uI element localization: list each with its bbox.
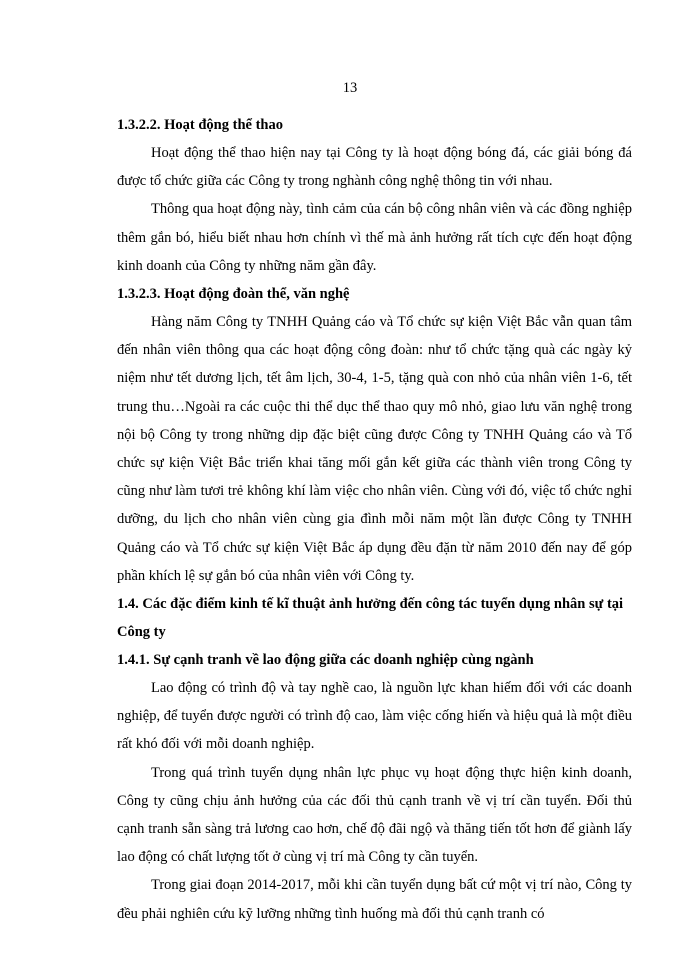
- paragraph: Thông qua hoạt động này, tình cảm của cán bộ công nhân viên và các đồng nghiệp thêm gắn bó, hiểu biết nhau hơn chính vì thế mà ảnh hưởng rất tích cực đến hoạt động kinh doanh của Công ty những năm gần đây.: [117, 201, 632, 274]
- heading-sports: 1.3.2.2. Hoạt động thể thao: [117, 117, 283, 133]
- page-content: [117, 111, 632, 928]
- paragraph: Trong quá trình tuyển dụng nhân lực phục vụ hoạt động thực hiện kinh doanh, Công ty cũng chịu ảnh hưởng của các đối thủ cạnh tranh về vị trí cần tuyển. Đối thủ cạnh tranh sẵn sàng trả lương cao hơn, chế độ đãi ngộ và thăng tiến tốt hơn để giành lấy lao động có chất lượng tốt ở cùng vị trí mà Công ty cần tuyển.: [117, 764, 632, 866]
- paragraph: Hoạt động thể thao hiện nay tại Công ty là hoạt động bóng đá, các giải bóng đá được tổ chức giữa các Công ty trong nghành công nghệ thông tin với nhau.: [117, 145, 632, 190]
- page-number: 13: [342, 80, 358, 96]
- heading-section-1-4-1: 1.4.1. Sự cạnh tranh về lao động giữa các doanh nghiệp cùng ngành: [117, 652, 534, 669]
- paragraph: Hàng năm Công ty TNHH Quảng cáo và Tổ chức sự kiện Việt Bắc vẫn quan tâm đến nhân viên thông qua các hoạt động công đoàn: như tổ chức tặng quà các ngày kỷ niệm như tết dương lịch, tết âm lịch, 30-4, 1-5, tặng quà con nhỏ của nhân viên 1-6, tết trung thu…Ngoài ra các cuộc thi thể dục thể thao quy mô nhỏ, giao lưu văn nghệ trong nội bộ Công ty trong những dịp đặc biệt cũng được Công ty TNHH Quảng cáo và Tổ chức sự kiện Việt Bắc triển khai tăng mối gắn kết giữa các thành viên trong Công ty cũng như làm tươi trẻ không khí làm việc cho nhân viên. Cùng với đó, việc tổ chức nghỉ dưỡng, du lịch cho nhân viên cùng gia đình mỗi năm một lần được Công ty TNHH Quảng cáo và Tổ chức sự kiện Việt Bắc áp dụng đều đặn từ năm 2010 đến nay để góp phần khích lệ sự gắn bó của nhân viên với Công ty.: [117, 314, 632, 584]
- heading-union-arts: 1.3.2.3. Hoạt động đoàn thể, văn nghệ: [117, 286, 350, 303]
- paragraph: Lao động có trình độ và tay nghề cao, là nguồn lực khan hiếm đối với các doanh nghiệp, để tuyển được người có trình độ cao, làm việc cống hiến và hiệu quả là một điều rất khó đối với mỗi doanh nghiệp.: [117, 680, 632, 753]
- paragraph: Trong giai đoạn 2014-2017, mỗi khi cần tuyển dụng bất cứ một vị trí nào, Công ty đều phải nghiên cứu kỹ lưỡng những tình huống mà đối thủ cạnh tranh có: [117, 877, 632, 922]
- heading-section-1-4: 1.4. Các đặc điểm kinh tế kĩ thuật ảnh hưởng đến công tác tuyển dụng nhân sự tại Công ty: [117, 596, 624, 641]
